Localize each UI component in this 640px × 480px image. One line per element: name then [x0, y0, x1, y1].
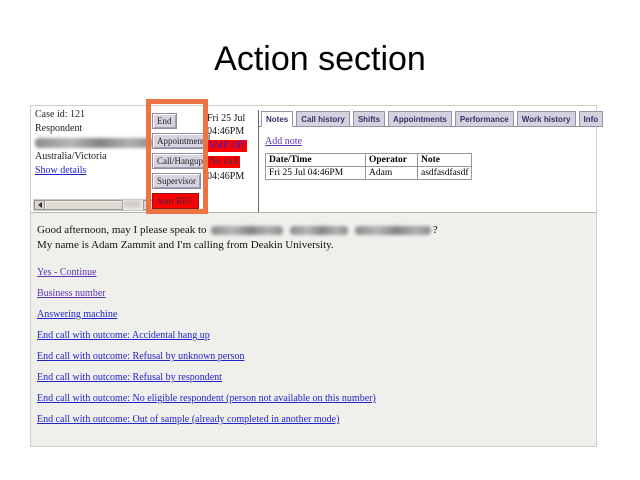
redacted-name-part — [355, 226, 431, 235]
tab-shifts[interactable]: Shifts — [353, 111, 385, 127]
intro-line: My name is Adam Zammit and I'm calling from Deakin University. — [37, 239, 334, 251]
greeting-suffix: ? — [432, 224, 438, 236]
redacted-name-part — [211, 226, 283, 235]
tab-performance[interactable]: Performance — [455, 111, 514, 127]
case-panel — [35, 109, 155, 179]
tab-appointments[interactable]: Appointments — [388, 111, 452, 127]
call-time: 04:46PM — [207, 171, 245, 182]
scroll-left-button[interactable] — [34, 200, 45, 210]
tab-notes[interactable]: Notes — [261, 111, 293, 127]
highlight-annotation — [146, 99, 208, 214]
respondent-label: Respondent — [35, 123, 83, 134]
redacted-respondent-name — [35, 138, 153, 148]
tab-info[interactable]: Info — [579, 111, 604, 127]
appointment-button[interactable]: Appointment — [152, 133, 210, 149]
tab-work-history[interactable]: Work history — [517, 111, 576, 127]
notes-tab-content — [259, 127, 596, 184]
redacted-name-part — [290, 226, 348, 235]
start-rec-button[interactable]: Start REC — [152, 193, 199, 209]
voip-off-link[interactable]: VoIP Off — [209, 140, 245, 151]
scrollbar-thumb[interactable] — [45, 200, 123, 210]
header-note: Note — [418, 154, 472, 167]
header-datetime: Date/Time — [266, 154, 366, 167]
status-date: Fri 25 Jul — [207, 113, 246, 124]
outcome-refusal-respondent-link[interactable]: End call with outcome: Refusal by respondent — [37, 372, 222, 383]
header-operator: Operator — [366, 154, 418, 167]
business-number-link[interactable]: Business number — [37, 288, 106, 299]
redacted-smudge — [123, 200, 141, 208]
table-row — [266, 167, 472, 180]
tabs-panel — [258, 110, 599, 212]
outcome-links — [37, 267, 590, 425]
call-hangup-button[interactable]: Call/Hangup — [152, 153, 208, 169]
end-button[interactable]: End — [152, 113, 177, 129]
show-details-link[interactable]: Show details — [35, 165, 87, 176]
script-area — [31, 212, 596, 446]
call-status-badge: No call — [209, 156, 239, 167]
outcome-accidental-hangup-link[interactable]: End call with outcome: Accidental hang up — [37, 330, 210, 341]
cell-note: asdfasdfasdf — [418, 167, 472, 180]
tab-call-history[interactable]: Call history — [296, 111, 350, 127]
scrollbar-track[interactable] — [123, 200, 143, 210]
add-note-link[interactable]: Add note — [265, 136, 302, 147]
cell-datetime: Fri 25 Jul 04:46PM — [266, 167, 366, 180]
tab-row — [259, 110, 599, 127]
voip-status-badge — [207, 140, 247, 152]
yes-continue-link[interactable]: Yes - Continue — [37, 267, 97, 278]
app-screenshot — [30, 105, 597, 447]
status-time: 04:46PM — [207, 126, 245, 137]
slide-title: Action section — [214, 40, 426, 78]
answering-machine-link[interactable]: Answering machine — [37, 309, 118, 320]
status-panel — [207, 112, 257, 183]
outcome-out-of-sample-link[interactable]: End call with outcome: Out of sample (already completed in another mode) — [37, 414, 340, 425]
cell-operator: Adam — [366, 167, 418, 180]
outcome-refusal-unknown-link[interactable]: End call with outcome: Refusal by unknown person — [37, 351, 245, 362]
notes-table — [265, 153, 472, 180]
greeting-line — [37, 223, 590, 238]
horizontal-scrollbar[interactable] — [33, 199, 155, 211]
region-label: Australia/Victoria — [35, 151, 107, 162]
case-id: Case id: 121 — [35, 109, 85, 120]
table-header-row — [266, 154, 472, 167]
supervisor-button[interactable]: Supervisor — [152, 173, 201, 189]
scroll-left-icon — [35, 202, 42, 208]
app-header — [31, 106, 599, 212]
greeting-prefix: Good afternoon, may I please speak to — [37, 224, 207, 236]
outcome-no-eligible-respondent-link[interactable]: End call with outcome: No eligible respondent (person not available on this number) — [37, 393, 376, 404]
